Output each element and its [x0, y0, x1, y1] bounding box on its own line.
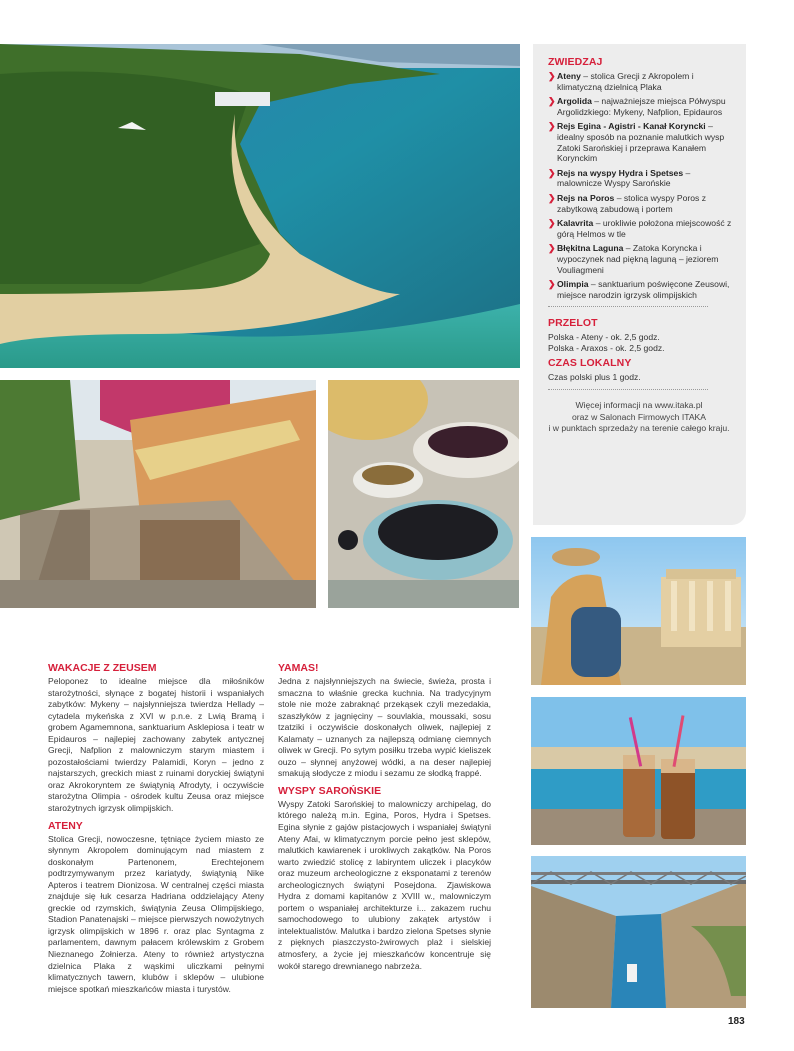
chevron-right-icon: ❯ — [548, 167, 556, 178]
info-sidebar — [533, 44, 746, 525]
dotted-divider — [548, 389, 708, 390]
list-item: ❯ Rejs Egina - Agistri - Kanał Koryncki – idealny sposób na poznanie malutkich wysp Zatoki Sarońskiej i przeprawa Kanałem Korynckim — [548, 121, 725, 164]
chevron-right-icon: ❯ — [548, 279, 556, 290]
article-heading: WYSPY SAROŃSKIE — [278, 784, 382, 797]
list-item: ❯ Błękitna Laguna – Zatoka Koryncka i wypoczynek nad piękną laguną – jeziorem Vouliagmeni — [548, 243, 719, 275]
list-item: ❯ Rejs na Poros – stolica wyspy Poros z zabytkową zabudową i portem — [548, 192, 707, 214]
flight-time-line: Polska - Araxos - ok. 2,5 godz. — [548, 343, 665, 354]
article-column-1 — [48, 662, 264, 1000]
list-item: ❯ Olimpia – sanktuarium poświęcone Zeusowi, miejsce narodzin igrzysk olimpijskich — [548, 279, 730, 300]
article-paragraph: Peloponez to idealne miejsce dla miłośników starożytności, słynące z bogatej historii i wspaniałych zabytków: Mykeny – najsłynniejsza twierdza Hellady – cytadela mykeńska z XVI w p.n.e. z Lwią Bramą i grobem Agamemnona, sanktuarium Asklepiosa i teatr w Epidauros – najlepiej zachowany zabytek antycznej Grecji, Nafplion z malowniczym starym miastem i pozostałościami twierdzy Palamidi, Koryn – jedno z najstarszych, greckich miast z ruinami doryckiej świątyni oraz Akrokoryntem ze świątynią Afrodyty, i oczywiście starożytna Olimpia - ośrodek kultu Zeusa oraz miejsce starożytnych igrzysk olimpijskich. — [48, 676, 264, 814]
chevron-right-icon: ❯ — [548, 121, 556, 132]
sidebar-heading-czas: CZAS LOKALNY — [548, 357, 632, 370]
chevron-right-icon: ❯ — [548, 96, 556, 107]
chevron-right-icon: ❯ — [548, 243, 556, 254]
article-heading: ATENY — [48, 819, 83, 832]
article-paragraph: Jedna z najsłynniejszych na świecie, świeża, prosta i smaczna to właśnie grecka kuchnia. Na tradycyjnym stole nie może zabraknąć przekąsek czyli mezedakia, szaszłyków z jagnięciny – souvlakia, moussaki, sosu tzatziki i oczywiście doskonałych oliwek, najlepiej z Kalamaty – uznanych za najlepszą odmianę ciemnych oliwek w Grecji. Po sytym posiłku trzeba wypić kieliszek ouzo – słynnej anyżowej wódki, a na deser najlepiej smakują słodycze z miodu i sezamu ze słodką frappé. — [278, 676, 491, 779]
photo-beach-lagoon — [0, 44, 520, 368]
list-item: ❯ Argolida – najważniejsze miejsca Półwyspu Argolidzkiego: Mykeny, Nafplion, Epidauros — [548, 96, 726, 117]
article-paragraph: Stolica Grecji, nowoczesne, tętniące życiem miasto ze słynnym Akropolem dominującym nad miastem z doskonałym Partenonem, Erechtejonem podtrzymywanym przez kariatydy, świątynią Nike Apteros i teatrem Dionizosa. W centralnej części miasta znajduje się łuk cesarza Hadriana oddzielający Ateny greckie od rzymskich, świątynia Zeusa Olimpijskiego, Stadion Panatenajski – miejsce pierwszych nowożytnych igrzysk olimpijskich w 1896 r. oraz plac Syntagma z parlamentem, dawnym pałacem królewskim z Grobem Nieznanego Żołnierza. Ateny to również artystyczna dzielnica Plaka z wąskimi uliczkami pełnymi klimatycznych tawern, klubów i sklepów – ulubione miejsce spotkań mieszkańców miasta i turystów. — [48, 833, 264, 994]
flight-time-line: Polska - Ateny - ok. 2,5 godz. — [548, 332, 660, 343]
article-heading: YAMAS! — [278, 662, 319, 674]
photo-acropolis-traveler — [531, 537, 746, 685]
sidebar-heading-przelot: PRZELOT — [548, 317, 598, 330]
photo-plaka-street — [0, 380, 316, 608]
photo-frappe-coffee — [531, 697, 746, 845]
article-paragraph: Wyspy Zatoki Sarońskiej to malowniczy archipelag, do którego należą m.in. Egina, Poros, Hydra i Spetses. Egina słynie z gajów pistacjowych i wspaniałej świątyni Ateny Afai, w klimatycznym porcie pełno jest sklepów, malutkich kawiarenek i urokliwych zakątków. Na Poros warto zwiedzić stolicę z labiryntem uliczek i placyków oraz muzeum archeologiczne z eksponatami z terenów archeologicznych świątyni Posejdona. Zjawiskowa Hydra z domami kapitanów z XVIII w., malowniczym portem o wspaniałej architekturze i... zakazem ruchu samochodowego to ulubiony zakątek artystów i intelektualistów. Malutka i bardzo zielona Spetses słynie z pięknych piaszczysto-żwirowych plaż i sielskiej atmosfery, a życie jej mieszkańców koncentruje się wokół starego drewnianego nabrzeża. — [278, 798, 491, 971]
article-column-2 — [278, 662, 491, 977]
chevron-right-icon: ❯ — [548, 192, 556, 203]
page-number: 183 — [728, 1016, 745, 1027]
photo-olives — [328, 380, 519, 608]
list-item: ❯ Ateny – stolica Grecji z Akropolem i klimatyczną dzielnicą Plaka — [548, 71, 694, 92]
sidebar-heading-zwiedzaj: ZWIEDZAJ — [548, 56, 603, 68]
local-time-line: Czas polski plus 1 godz. — [548, 372, 641, 383]
list-item: ❯ Kalavrita – urokliwie położona miejscowość z górą Helmos w tle — [548, 218, 732, 239]
list-item: ❯ Rejs na wyspy Hydra i Spetses – malownicze Wyspy Sarońskie — [548, 167, 691, 189]
chevron-right-icon: ❯ — [548, 71, 556, 81]
chevron-right-icon: ❯ — [548, 218, 556, 229]
sightseeing-list — [548, 71, 736, 300]
dotted-divider — [548, 306, 708, 307]
photo-corinth-canal — [531, 856, 746, 1008]
article-heading: WAKACJE Z ZEUSEM — [48, 662, 157, 674]
more-info-text: Więcej informacji na www.itaka.pl oraz w Salonach Firmowych ITAKA i w punktach sprzedaży na terenie całego kraju. — [548, 400, 730, 434]
